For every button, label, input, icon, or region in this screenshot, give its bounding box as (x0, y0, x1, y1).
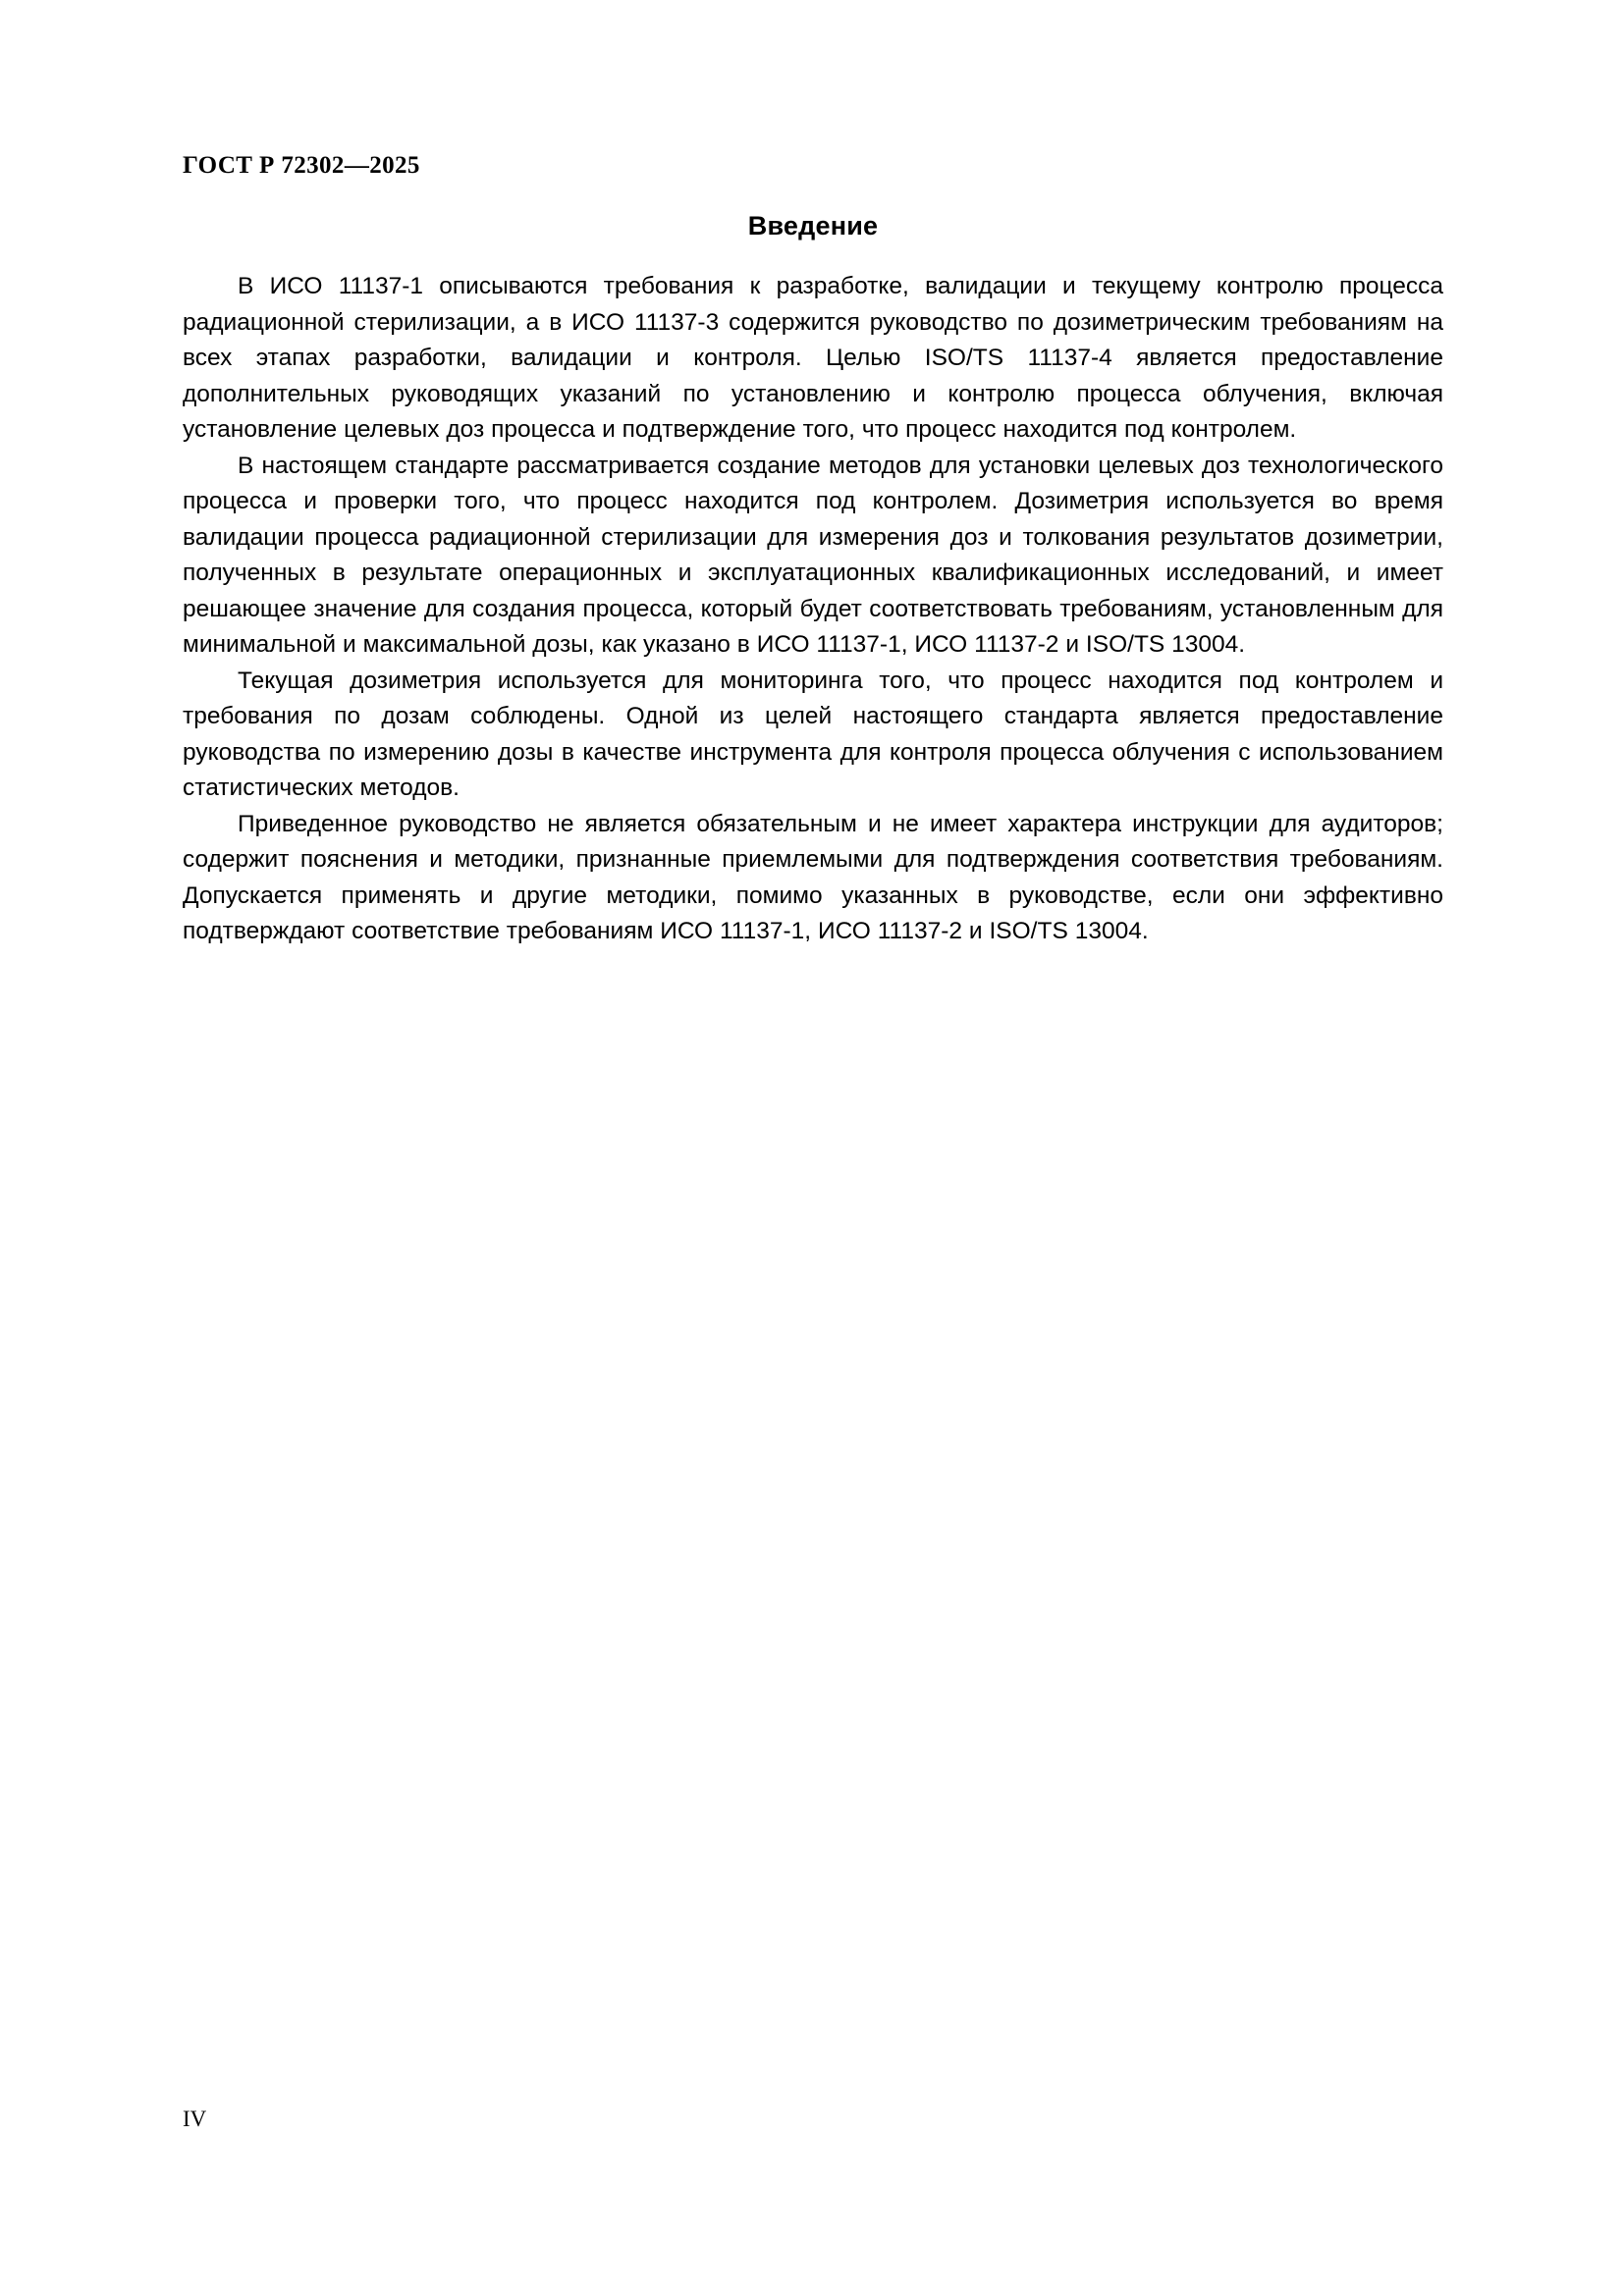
page-number: IV (183, 2107, 207, 2131)
paragraph-3: Текущая дозиметрия используется для мониторинга того, что процесс находится под контролем и требования по дозам соблюдены. Одной из целей настоящего стандарта является предоставление руководства по измерению дозы в качестве инструмента для контроля процесса облучения с использованием статистических методов. (183, 667, 1443, 801)
page-header-standard-number: ГОСТ Р 72302—2025 (183, 152, 420, 179)
paragraph-2: В настоящем стандарте рассматривается создание методов для установки целевых доз технологического процесса и проверки того, что процесс находится под контролем. Дозиметрия используется во время валидации процесса радиационной стерилизации для измерения доз и толкования результатов дозиметрии, полученных в результате операционных и эксплуатационных квалификационных исследований, и имеет решающее значение для создания процесса, который будет соответствовать требованиям, установленным для минимальной и максимальной дозы, как указано в ИСО 11137-1, ИСО 11137-2 и ISO/TS 13004. (183, 452, 1443, 658)
paragraph-4: Приведенное руководство не является обязательным и не имеет характера инструкции для аудиторов; содержит пояснения и методики, признанные приемлемыми для подтверждения соответствия требованиям. Допускается применять и другие методики, помимо указанных в руководстве, если они эффективно подтверждают соответствие требованиям ИСО 11137-1, ИСО 11137-2 и ISO/TS 13004. (183, 810, 1443, 944)
document-body (183, 211, 1443, 950)
section-title-introduction: Введение (747, 211, 879, 240)
paragraph-1: В ИСО 11137-1 описываются требования к разработке, валидации и текущему контролю процесса радиационной стерилизации, а в ИСО 11137-3 содержится руководство по дозиметрическим требованиям на всех этапах разработки, валидации и контроля. Целью ISO/TS 11137-4 является предоставление дополнительных руководящих указаний по установлению и контролю процесса облучения, включая установление целевых доз процесса и подтверждение того, что процесс находится под контролем. (183, 273, 1443, 443)
